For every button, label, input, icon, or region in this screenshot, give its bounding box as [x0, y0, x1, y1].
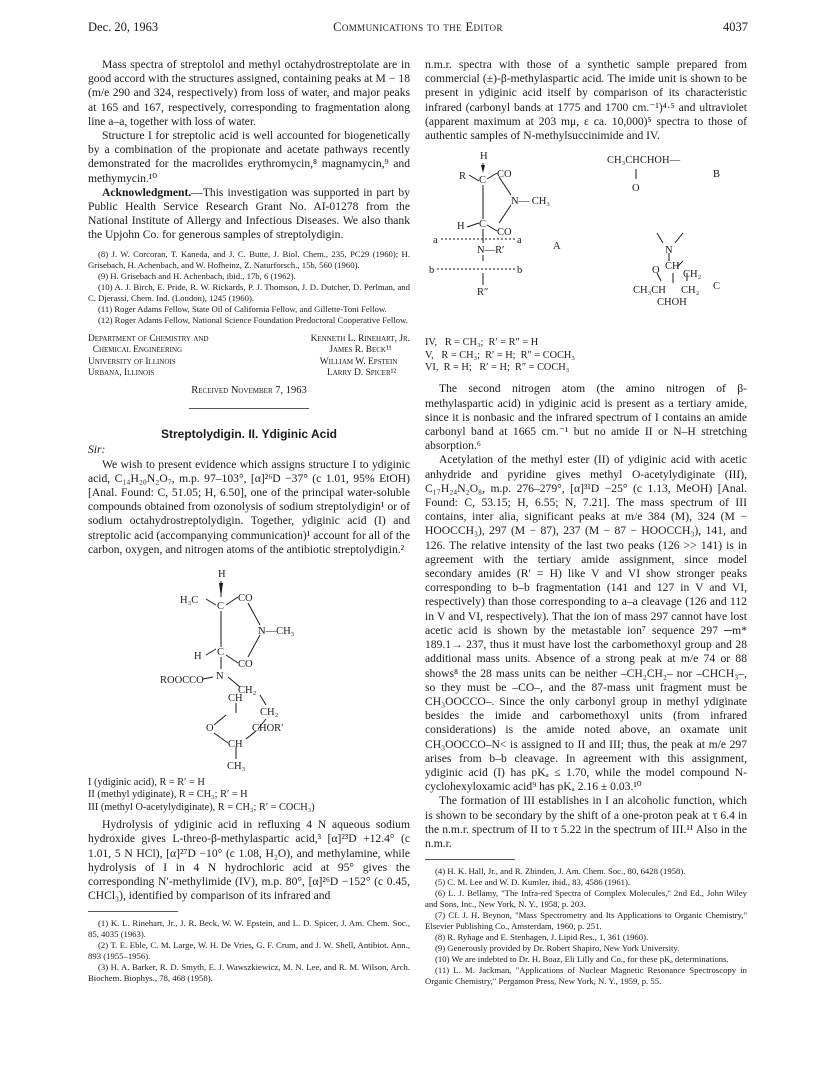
- affiliation: Department of Chemistry and Chemical Engineering University of Illinois Urbana, Illinois: [88, 333, 209, 379]
- article-title: Streptolydigin. II. Ydiginic Acid: [160, 427, 337, 442]
- paragraph: Mass spectra of streptolol and methyl octahydrostreptolate are in good accord with the structures assigned, containing peaks at M − 18 (m/e 290 and 324, respectively) from loss of water, and major peaks at 165 and 167, respectively, corresponding to fragmentation along line a–a, together with loss of water.: [88, 58, 410, 128]
- running-header: [88, 20, 748, 36]
- atom-label: N— CH₃: [511, 196, 550, 208]
- atom-label: ROOCCO: [160, 675, 204, 687]
- atom-label: CH₃CH: [633, 285, 666, 297]
- atom-label: CH: [228, 739, 243, 751]
- footnote: (10) We are indebted to Dr. H. Boaz, Eli Lilly and Co., for these pKₐ determinations.: [435, 954, 729, 965]
- atom-label: CH: [228, 693, 243, 705]
- atom-label: CHOR′: [252, 723, 284, 735]
- atom-label: CH₂: [238, 685, 257, 697]
- paragraph: The formation of III establishes in I an alcoholic function, which is shown to be secondary by the shift of a one-proton peak at τ 6.4 in the n.m.r. spectrum of II to τ 5.22 in the spectrum of III.¹¹ Also in the n.m.r.: [425, 794, 747, 850]
- atom-label: CH₂: [681, 285, 700, 297]
- atom-label: C: [217, 601, 225, 613]
- header-page-number: 4037: [723, 20, 748, 34]
- paragraph: Structure I for streptolic acid is well accounted for biogenetically by a combination of the propionate and acetate pathways recently demonstrated for the macrolides erythromycin,⁸ magnamycin,⁹ and methymycin.¹⁰: [88, 129, 410, 185]
- footnote: (5) C. M. Lee and W. D. Kumler, ibid., 83, 4586 (1961).: [435, 877, 631, 888]
- atom-label: O: [652, 265, 660, 277]
- atom-label: CO: [497, 227, 512, 239]
- atom-label: O: [632, 183, 640, 195]
- footnote: (10) A. J. Birch, E. Pride, R. W. Rickards, P. J. Thomson, J. D. Dutcher, D. Perlman, and C. Djerassi, Chem. Ind. (London), 1245 (1960).: [88, 281, 410, 303]
- paragraph: Acetylation of the methyl ester (II) of ydiginic acid with acetic anhydride and pyridine gives methyl O-acetylydiginate (III), C₁₇H₂₄N₂O₈, m.p. 276–279°, [α]³¹D −25° (c 1.13, MeOH) [Anal. Found: C, 53.15; H, 6.55; N, 7.21]. The mass spectrum of III contains, inter alia, significant peaks at m/e 384 (M), 324 (M − HOOCCH₃), 297 (M − 87), 237 (M − 87 − HOOCCH₃), 141, and 126. The relative intensity of the last two peaks (126 >> 141) is in agreement with the tertiary amide assignment, since model secondary amides (R′ = H) like V and VI show stronger peaks corresponding to b–b fragmentation (141 and 127 in V and VI, respectively) than those corresponding to a–a cleavage (126 and 112 in V and VI, respectively). That the ion of mass 297 cannot have lost acetic acid is shown by the metastable ion⁷ sequence 297 ─m* 189.1→ 237, thus it must have lost the carbomethoxyl group and 28 additional mass units. Absence of a strong peak at m/e 74 or 88 shows⁸ the 28 mass units can be neither –CH₂CH₂– nor –CHCH₃–, so they must be –CO–, and the 87-mass unit fragment must be CH₃OOCCO–. Since the only carbonyl group in methyl ydiginate besides the imide and carbomethoxyl units (from infrared considerations) is the amide noted above, an oxamate unit CH₃OOCCO–N< is assigned to II and III; thus, the peak at m/e 297 arises from b–b cleavage. In agreement with this assignment, ydiginic acid (I) has pKₐ ≤ 1.70, while the model compound N-cyclohexyloxamic acid⁹ has pKₐ 2.16 ± 0.03.¹⁰: [425, 453, 747, 794]
- footnote: (8) J. W. Corcoran, T. Kaneda, and J. C. Butte, J. Biol. Chem., 235, PC29 (1960); H. Grisebach, H. Achenbach, and W. Hofheinz, Z. Naturforsch., 15b, 560 (1960).: [88, 248, 410, 270]
- atom-label: C: [217, 647, 225, 659]
- atom-label: CHOH: [657, 297, 687, 309]
- fragment-label: b: [517, 265, 523, 277]
- footnote: (2) T. E. Eble, C. M. Large, W. H. De Vries, G. F. Crum, and J. W. Shell, Antibiot. Ann., 893 (1955–1956).: [88, 940, 410, 962]
- compound-caption: III (methyl O-acetylydiginate), R = CH₃; R′ = COCH₃): [88, 801, 315, 813]
- atom-label: R″: [477, 287, 489, 299]
- atom-label: N—CH₃: [258, 626, 295, 638]
- atom-label: H₃C: [180, 595, 199, 607]
- structures-A-B-C-diagram: [425, 149, 747, 331]
- atom-label: H: [480, 151, 488, 163]
- atom-label: H: [457, 221, 465, 233]
- atom-label: N: [665, 245, 673, 257]
- atom-label: CH: [665, 261, 680, 273]
- footnote: (9) H. Grisebach and H. Achenbach, ibid., 17b, 6 (1962).: [98, 270, 296, 281]
- paragraph: Hydrolysis of ydiginic acid in refluxing 4 N aqueous sodium hydroxide gives L-threo-β-methylaspartic acid,³ [α]²³D +12.4° (c 1.01, 5 N HCl), [α]²⁷D −10° (c 1.08, H₂O), and methylamine, while hydrolysis of I in 4 N hydrochloric acid at 95° gives the corresponding N′-methylimide (IV), m.p. 80°, [α]²⁶D −152° (c 0.45, CHCl₃), identified by comparison of its infrared and: [88, 818, 410, 903]
- footnote-divider: [425, 859, 515, 860]
- structure-label-B: B: [713, 169, 721, 181]
- header-date: Dec. 20, 1963: [88, 20, 159, 34]
- atom-label: H: [194, 651, 202, 663]
- salutation: Sir:: [88, 443, 106, 457]
- paragraph: The second nitrogen atom (the amino nitrogen of β-methylaspartic acid) in ydiginic acid is present as a tertiary amide, since it is nonbasic and the infrared spectrum of I contains an amide carbonyl band at 1665 cm.⁻¹ but no amide II or N–H stretching absorption.⁶: [425, 382, 747, 453]
- right-column: [425, 58, 747, 987]
- atom-label: CO: [238, 659, 253, 671]
- fragment-label: a: [433, 235, 438, 247]
- footnote: (1) K. L. Rinehart, Jr., J. R. Beck, W. W. Epstein, and L. D. Spicer, J. Am. Chem. Soc., 85, 4035 (1963).: [88, 918, 410, 940]
- compound-caption: VI, R = H; R′ = H; R″ = COCH₃: [425, 362, 570, 374]
- left-column: [88, 58, 410, 984]
- footnote: (11) L. M. Jackman, "Applications of Nuclear Magnetic Resonance Spectroscopy in Organic Chemistry," Pergamon Press, New York, N. Y., 1959, p. 55.: [425, 965, 747, 987]
- footnote-divider: [88, 911, 178, 912]
- atom-label: C: [479, 219, 487, 231]
- structure-I-diagram: [88, 563, 410, 771]
- atom-label: O: [206, 723, 214, 735]
- atom-label: CH₃CHCHOH—: [607, 155, 681, 167]
- atom-label: CO: [497, 169, 512, 181]
- compound-caption: IV, R = CH₃; R′ = R″ = H: [425, 337, 539, 349]
- fragment-label: b: [429, 265, 435, 277]
- header-section: Communications to the Editor: [333, 20, 503, 34]
- footnote: (4) H. K. Hall, Jr., and R. Zbinden, J. Am. Chem. Soc., 80, 6428 (1958).: [435, 866, 686, 877]
- footnote: (6) L. J. Bellamy, "The Infra-red Spectra of Complex Molecules," 2nd Ed., John Wiley and Sons, Inc., New York, N. Y., 1958, p. 203.: [425, 888, 747, 910]
- footnote: (8) R. Ryhage and E. Stenhagen, J. Lipid Res., 1, 361 (1960).: [435, 932, 649, 943]
- atom-label: H: [218, 569, 226, 581]
- atom-label: CH₃: [227, 761, 246, 772]
- atom-label: R: [459, 171, 467, 183]
- compound-caption: II (methyl ydiginate), R = CH₃; R′ = H: [88, 789, 248, 801]
- atom-label: CH₂: [260, 707, 279, 719]
- atom-label: N: [216, 671, 224, 683]
- atom-label: N—R′: [477, 245, 505, 257]
- compound-caption: I (ydiginic acid), R = R′ = H: [88, 777, 205, 789]
- ack-heading: Acknowledgment.: [102, 185, 192, 199]
- structure-label-A: A: [553, 241, 561, 253]
- divider: [189, 408, 309, 409]
- footnotes: [88, 249, 410, 326]
- signature-block: [88, 334, 410, 380]
- atom-label: C: [479, 175, 487, 187]
- footnote: (12) Roger Adams Fellow, National Science Foundation Predoctoral Cooperative Fellow.: [98, 314, 408, 325]
- atom-label: CO: [238, 593, 253, 605]
- paragraph: n.m.r. spectra with those of a synthetic sample prepared from commercial (±)-β-methylaspartic acid. The imide unit is shown to be present in ydiginic acid itself by comparison of its characteristic infrared (carbonyl bands at 1775 and 1700 cm.⁻¹)⁴·⁵ and ultraviolet (apparent maximum at 203 mμ, ε ca. 10,000)⁵ spectra to those of authentic samples of N-methylsuccinimide and IV.: [425, 58, 747, 143]
- compound-caption: V, R = CH₃; R′ = H; R″ = COCH₃: [425, 349, 575, 361]
- structure-label-C: C: [713, 281, 721, 293]
- footnote: (11) Roger Adams Fellow, State Oil of California Fellow, and Gillette-Toni Fellow.: [98, 303, 387, 314]
- fragment-label: a: [517, 235, 522, 247]
- acknowledgment: [88, 186, 410, 243]
- ack-body: —This investigation was supported in part by Public Health Service Research Grant No. AI-01278 from the National Institute of Allergy and Infectious Diseases. We also thank the Upjohn Co. for generous samples of streptolydigin.: [88, 185, 410, 242]
- atom-label: CH₂: [683, 269, 702, 281]
- authors: Kenneth L. Rinehart, Jr. James R. Beck¹¹ William W. Epstein Larry D. Spicer¹²: [310, 333, 410, 379]
- footnote: (7) Cf. J. H. Beynon, "Mass Spectrometry and Its Applications to Organic Chemistry," Elsevier Publishing Co., Amsterdam, 1960, p. 251.: [425, 910, 747, 932]
- received-date: Received November 7, 1963: [191, 385, 307, 397]
- footnote: (9) Generously provided by Dr. Robert Shapiro, New York University.: [435, 943, 680, 954]
- footnote: (3) H. A. Barker, R. D. Smyth, E. J. Wawszkiewicz, M. N. Lee, and R. M. Wilson, Arch. Biochem. Biophys., 78, 468 (1958).: [88, 962, 410, 984]
- paragraph: We wish to present evidence which assigns structure I to ydiginic acid, C₁₄H₂₀N₂O₇, m.p. 97–103°, [α]²⁶D −37° (c 1.01, 95% EtOH) [Anal. Found: C, 51.05; H, 6.50], one of the principal water-soluble compounds obtained from ozonolysis of sodium streptolydigin¹ or of sodium octahydrostreptolydigin. Together, ydiginic acid (I) and streptolic acid (accompanying communication)¹ account for all of the carbon, oxygen, and nitrogen atoms of the antibiotic streptolydigin.²: [88, 457, 410, 556]
